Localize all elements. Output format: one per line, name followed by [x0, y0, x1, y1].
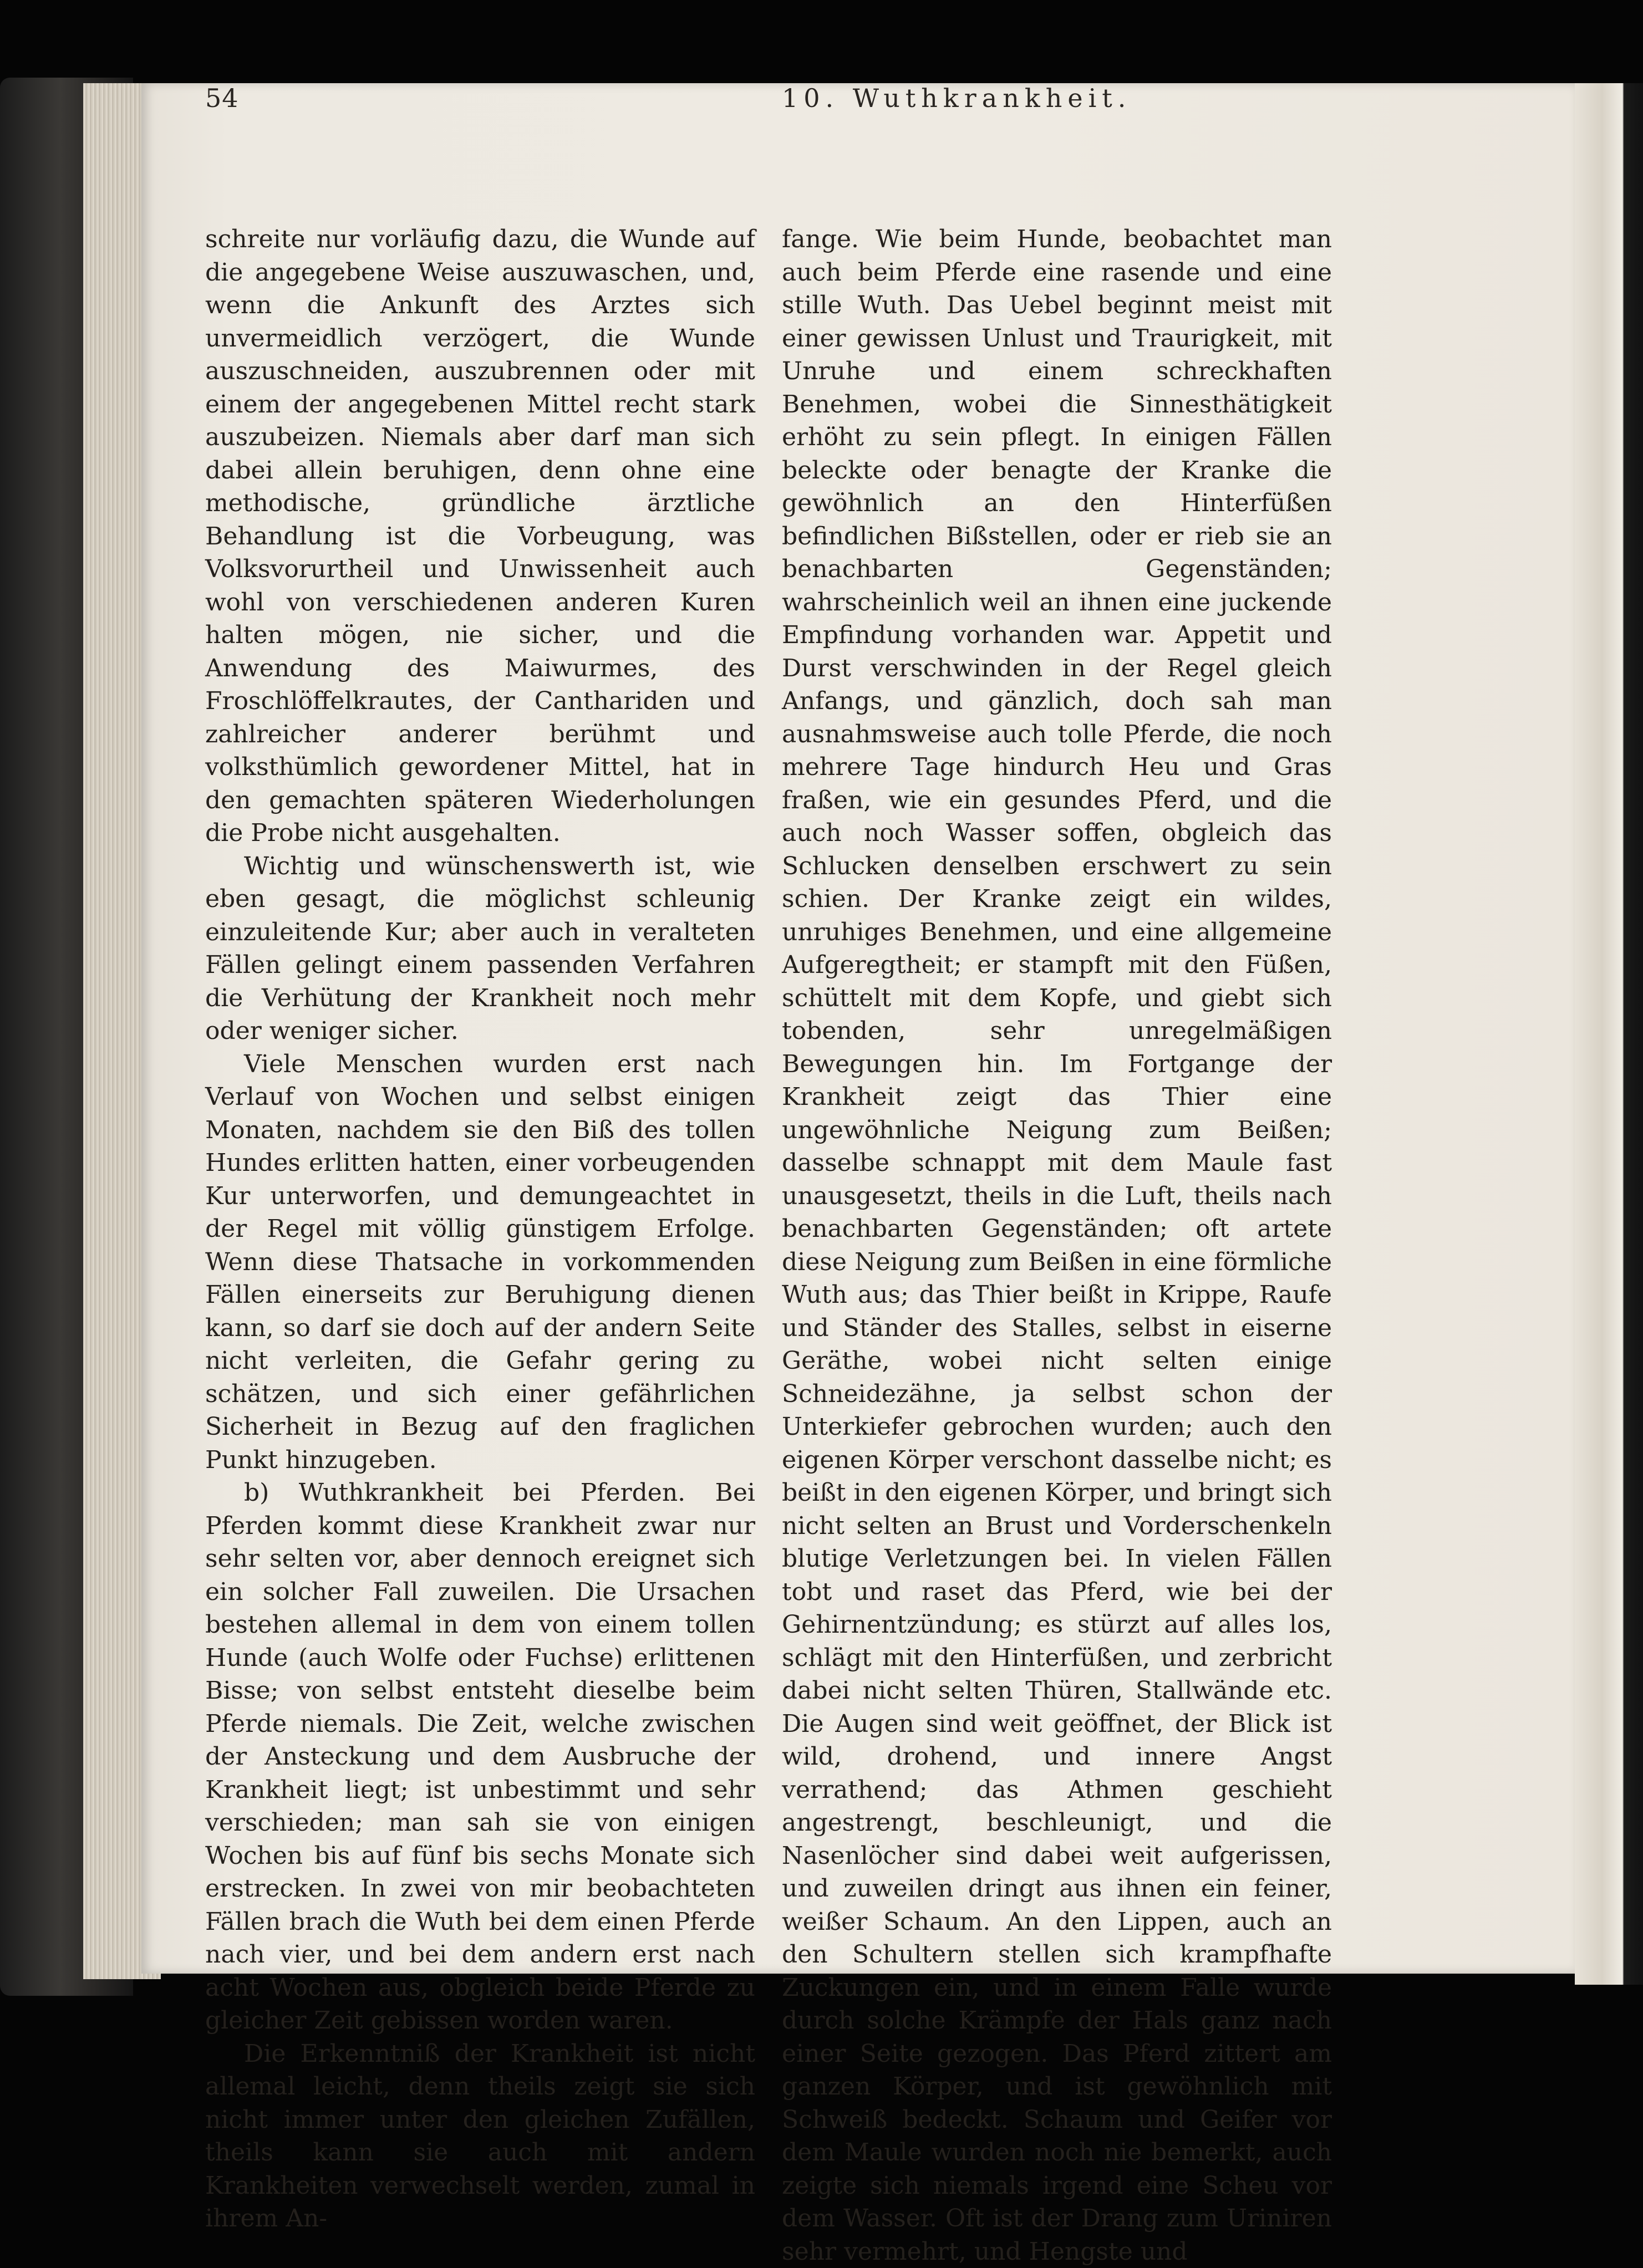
right-column [782, 223, 1332, 2268]
paragraph: Wichtig und wünschenswerth ist, wie eben gesagt, die möglichst schleunig einzuleitende Kur; aber auch in veralteten Fällen gelingt einem passenden Verfahren die Verhütung der Krankheit noch mehr oder weniger sicher. [205, 852, 755, 1045]
left-column [205, 223, 755, 2235]
facing-page-edge [1575, 83, 1643, 1985]
paragraph: b) Wuthkrankheit bei Pferden. Bei Pferden kommt diese Krankheit zwar nur sehr selten vor, aber dennoch ereignet sich ein solcher Fall zuweilen. Die Ursachen bestehen allemal in dem von einem tollen Hunde (auch Wolfe oder Fuchse) erlittenen Bisse; von selbst entsteht dieselbe beim Pferde niemals. Die Zeit, welche zwischen der Ansteckung und dem Ausbruche der Krankheit liegt; ist unbestimmt und sehr verschieden; man sah sie von einigen Wochen bis auf fünf bis sechs Monate sich erstrecken. In zwei von mir beobachteten Fällen brach die Wuth bei dem einen Pferde nach vier, und bei dem andern erst nach acht Wochen aus, obgleich beide Pferde zu gleicher Zeit gebissen worden waren. [205, 1479, 755, 2035]
paragraph: Viele Menschen wurden erst nach Verlauf von Wochen und selbst einigen Monaten, nachdem sie den Biß des tollen Hundes erlitten hatten, einer vorbeugenden Kur unterworfen, und demungeachtet in der Regel mit völlig günstigem Erfolge. Wenn diese Thatsache in vorkommenden Fällen einerseits zur Beruhigung dienen kann, so darf sie doch auf der andern Seite nicht verleiten, die Gefahr gering zu schätzen, und sich einer gefährlichen Sicherheit in Bezug auf den fraglichen Punkt hinzugeben. [205, 1049, 755, 1474]
page-number: 54 [205, 83, 239, 113]
running-head: 10. Wuthkrankheit. [782, 83, 1132, 113]
paragraph: fange. Wie beim Hunde, beobachtet man auch beim Pferde eine rasende und eine stille Wuth. Das Uebel beginnt meist mit einer gewissen Unlust und Traurigkeit, mit Unruhe und einem schreckhaften Benehmen, wobei die Sinnesthätigkeit erhöht zu sein pflegt. In einigen Fällen beleckte oder benagte der Kranke die gewöhnlich an den Hinterfüßen befindlichen Bißstellen, oder er rieb sie an benachbarten Gegenständen; wahrscheinlich weil an ihnen eine juckende Empfindung vorhanden war. Appetit und Durst verschwinden in der Regel gleich Anfangs, und gänzlich, doch sah man ausnahmsweise auch tolle Pferde, die noch mehrere Tage hindurch Heu und Gras fraßen, wie ein gesundes Pferd, und die auch noch Wasser soffen, obgleich das Schlucken denselben erschwert zu sein schien. Der Kranke zeigt ein wildes, unruhiges Benehmen, und eine allgemeine Aufgeregtheit; er stampft mit den Füßen, schüttelt mit dem Kopfe, und giebt sich tobenden, sehr unregelmäßigen Bewegungen hin. Im Fortgange der Krankheit zeigt das Thier eine ungewöhnliche Neigung zum Beißen; dasselbe schnappt mit dem Maule fast unausgesetzt, theils in die Luft, theils nach benachbarten Gegenständen; oft artete diese Neigung zum Beißen in eine förmliche Wuth aus; das Thier beißt in Krippe, Raufe und Ständer des Stalles, selbst in eiserne Geräthe, wobei nicht selten einige Schneidezähne, ja selbst schon der Unterkiefer gebrochen wurden; auch den eigenen Körper verschont dasselbe nicht; es beißt in den eigenen Körper, und bringt sich nicht selten an Brust und Vorderschenkeln blutige Verletzungen bei. In vielen Fällen tobt und raset das Pferd, wie bei der Gehirnentzündung; es stürzt auf alles los, schlägt mit den Hinterfüßen, und zerbricht dabei nicht selten Thüren, Stallwände etc. Die Augen sind weit geöffnet, der Blick ist wild, drohend, und innere Angst verrathend; das Athmen geschieht angestrengt, beschleunigt, und die Nasenlöcher sind dabei weit aufgerissen, und zuweilen dringt aus ihnen ein feiner, weißer Schaum. An den Lippen, auch an den Schultern stellen sich krampfhafte Zuckungen ein, und in einem Falle wurde durch solche Krämpfe der Hals ganz nach einer Seite gezogen. Das Pferd zittert am ganzen Körper, und ist gewöhnlich mit Schweiß bedeckt. Schaum und Geifer vor dem Maule wurden noch nie bemerkt, auch zeigte sich niemals irgend eine Scheu vor dem Wasser. Oft ist der Drang zum Uriniren sehr vermehrt, und Hengste und [782, 225, 1332, 2266]
paragraph: schreite nur vorläufig dazu, die Wunde auf die angegebene Weise auszuwaschen, und, wenn die Ankunft des Arztes sich unvermeidlich verzögert, die Wunde auszuschneiden, auszubrennen oder mit einem der angegebenen Mittel recht stark auszubeizen. Niemals aber darf man sich dabei allein beruhigen, denn ohne eine methodische, gründliche ärztliche Behandlung ist die Vorbeugung, was Volksvorurtheil und Unwissenheit auch wohl von verschiedenen anderen Kuren halten mögen, nie sicher, und die Anwendung des Maiwurmes, des Froschlöffelkrautes, der Canthariden und zahlreicher anderer berühmt und volksthümlich gewordener Mittel, hat in den gemachten späteren Wiederholungen die Probe nicht ausgehalten. [205, 225, 755, 847]
paragraph: Die Erkenntniß der Krankheit ist nicht allemal leicht, denn theils zeigt sie sich nicht immer unter den gleichen Zufällen, theils kann sie auch mit andern Krankheiten verwechselt werden, zumal in ihrem An- [205, 2039, 755, 2233]
